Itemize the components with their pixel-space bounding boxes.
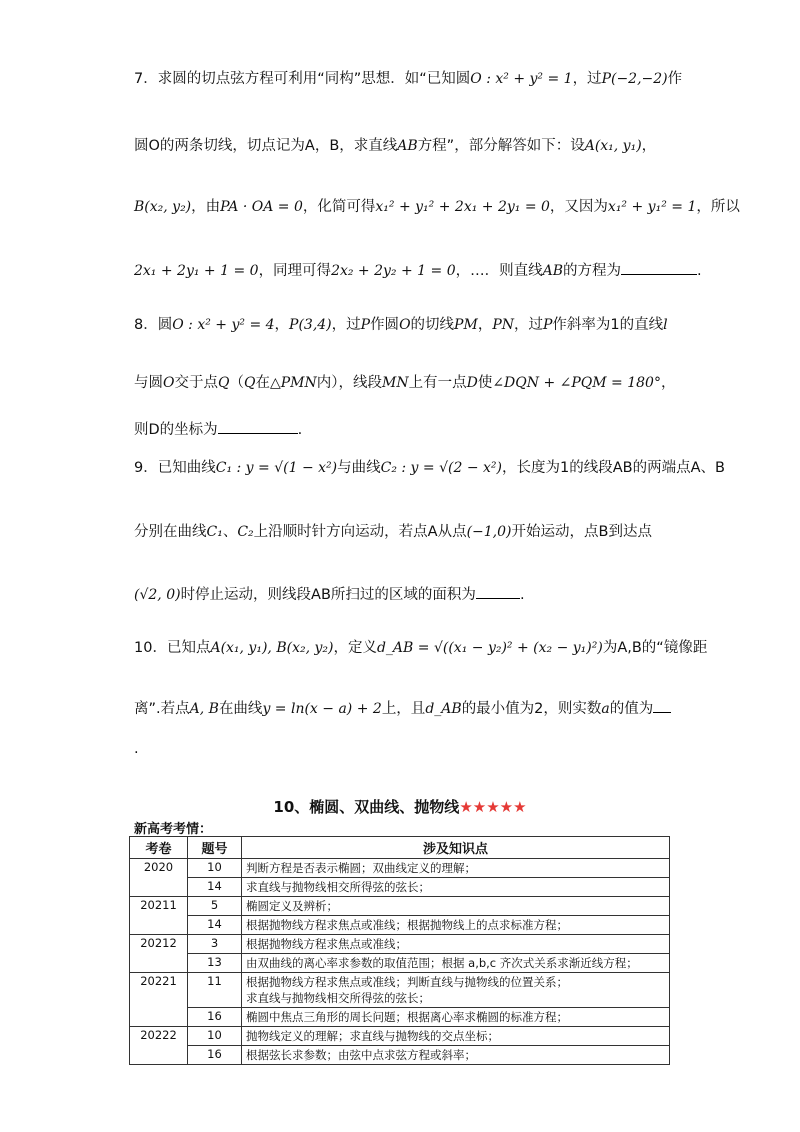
text: 为A,B的“镜像距 bbox=[602, 640, 708, 656]
math: O bbox=[163, 375, 175, 391]
table-cell-point: 椭圆定义及辨析； bbox=[242, 897, 670, 916]
problem-9-line-2 bbox=[134, 525, 652, 540]
table-cell-point: 椭圆中焦点三角形的周长问题；根据离心率求椭圆的标准方程； bbox=[242, 1008, 670, 1027]
problem-10-line-2 bbox=[134, 700, 671, 717]
math: A(x₁, y₁) bbox=[584, 138, 642, 154]
math: D bbox=[466, 375, 478, 391]
text: 上沿顺时针方向运动，若点A从点 bbox=[253, 524, 467, 540]
math: AB bbox=[397, 138, 418, 154]
text: ，过 bbox=[513, 317, 543, 333]
table-row bbox=[130, 1008, 670, 1027]
math: (−1,0) bbox=[466, 524, 512, 540]
table-header-row bbox=[130, 837, 670, 859]
table-cell-point: 根据抛物线方程求焦点或准线；根据抛物线上的点求标准方程； bbox=[242, 916, 670, 935]
table-cell-year: 20212 bbox=[130, 935, 188, 973]
table-cell-num: 10 bbox=[188, 1027, 242, 1046]
text: 离”.若点 bbox=[134, 701, 190, 717]
problem-8-line-2 bbox=[134, 376, 675, 391]
math: A(x₁, y₁), B(x₂, y₂) bbox=[210, 640, 334, 656]
math: AB bbox=[542, 263, 564, 279]
math: C₁ bbox=[206, 524, 223, 540]
math: C₂ bbox=[237, 524, 254, 540]
math: (√2, 0) bbox=[134, 587, 181, 603]
table-row bbox=[130, 859, 670, 878]
text: ， bbox=[660, 375, 676, 391]
table-row bbox=[130, 973, 670, 1008]
math: 2x₂ + 2y₂ + 1 = 0 bbox=[331, 263, 456, 279]
problem-7-line-2 bbox=[134, 139, 656, 154]
text: ， bbox=[477, 317, 493, 333]
text: 9．已知曲线 bbox=[134, 460, 216, 476]
text: 使 bbox=[477, 375, 493, 391]
subhead: 新高考考情： bbox=[134, 822, 213, 837]
text: 方程”，部分解答如下：设 bbox=[417, 138, 585, 154]
text: 作 bbox=[667, 71, 683, 87]
text: 作圆 bbox=[370, 317, 400, 333]
table-cell-point: 判断方程是否表示椭圆；双曲线定义的理解； bbox=[242, 859, 670, 878]
math: l bbox=[663, 317, 668, 333]
table-cell-point: 求直线与抛物线相交所得弦的弦长； bbox=[242, 878, 670, 897]
table-cell-num: 5 bbox=[188, 897, 242, 916]
math: C₂ : y = √(2 − x²) bbox=[380, 460, 502, 476]
table-cell-point: 由双曲线的离心率求参数的取值范围；根据 a,b,c 齐次式关系求渐近线方程； bbox=[242, 954, 670, 973]
table-row bbox=[130, 897, 670, 916]
text: 圆O的两条切线，切点记为A，B，求直线 bbox=[134, 138, 398, 154]
text: 的切线 bbox=[410, 317, 455, 333]
table-row bbox=[130, 916, 670, 935]
table-cell-num: 11 bbox=[188, 973, 242, 1008]
text: 在 bbox=[255, 375, 270, 391]
text: ，同理可得 bbox=[258, 263, 332, 279]
text: . bbox=[519, 587, 525, 603]
text: 开始运动，点B到达点 bbox=[511, 524, 652, 540]
exam-info-table bbox=[129, 836, 670, 1065]
problem-8-line-1 bbox=[134, 318, 668, 333]
text: 则D的坐标为 bbox=[134, 422, 218, 438]
problem-10-line-1 bbox=[134, 641, 707, 656]
answer-blank bbox=[218, 421, 298, 434]
text: 的方程为 bbox=[563, 263, 622, 279]
table-cell-year: 2020 bbox=[130, 859, 188, 897]
section-title-text: 10、椭圆、双曲线、抛物线 bbox=[273, 798, 460, 816]
difficulty-stars-icon: ★★★★★ bbox=[459, 798, 527, 816]
math: MN bbox=[381, 375, 409, 391]
math: x₁² + y₁² + 2x₁ + 2y₁ = 0 bbox=[375, 199, 550, 215]
text: ，化简可得 bbox=[302, 199, 376, 215]
text: . bbox=[697, 263, 702, 279]
math: 2x₁ + 2y₁ + 1 = 0 bbox=[134, 263, 259, 279]
math: O : x² + y² = 4 bbox=[172, 317, 275, 333]
math: O : x² + y² = 1 bbox=[470, 71, 573, 87]
text: 分别在曲线 bbox=[134, 524, 207, 540]
text: 与曲线 bbox=[337, 460, 381, 476]
text: 上，且 bbox=[381, 701, 426, 717]
math: PA · OA = 0 bbox=[220, 199, 303, 215]
problem-10-line-3 bbox=[134, 742, 139, 757]
table-cell-point: 抛物线定义的理解；求直线与抛物线的交点坐标； bbox=[242, 1027, 670, 1046]
table-cell-point bbox=[242, 973, 670, 1008]
problem-7-line-3 bbox=[134, 200, 740, 215]
text: 的最小值为2，则实数 bbox=[461, 701, 602, 717]
text: 在曲线 bbox=[218, 701, 263, 717]
math: C₁ : y = √(1 − x²) bbox=[215, 460, 338, 476]
math: Q bbox=[217, 375, 230, 391]
text: . bbox=[134, 741, 139, 757]
text: 7．求圆的切点弦方程可利用“同构”思想．如“已知圆 bbox=[134, 71, 471, 87]
math: ∠DQN + ∠PQM = 180° bbox=[492, 375, 661, 391]
table-cell-num: 16 bbox=[188, 1046, 242, 1065]
table-cell-num: 14 bbox=[188, 916, 242, 935]
answer-blank bbox=[621, 262, 697, 275]
table-header: 考卷 bbox=[130, 837, 188, 859]
text: （ bbox=[229, 375, 244, 391]
table-cell-num: 14 bbox=[188, 878, 242, 897]
table-cell-point: 根据抛物线方程求焦点或准线； bbox=[242, 935, 670, 954]
math: d_AB bbox=[425, 701, 462, 717]
table-row bbox=[130, 1027, 670, 1046]
text: ，过 bbox=[572, 71, 602, 87]
text: ，…．则直线 bbox=[455, 263, 543, 279]
table-row bbox=[130, 954, 670, 973]
table-cell-num: 3 bbox=[188, 935, 242, 954]
table-row bbox=[130, 878, 670, 897]
math: P(3,4) bbox=[289, 317, 332, 333]
math: a bbox=[601, 701, 610, 717]
text: ，由 bbox=[191, 199, 221, 215]
text: 上有一点 bbox=[408, 375, 467, 391]
table-row bbox=[130, 1046, 670, 1065]
math: A, B bbox=[189, 701, 219, 717]
table-cell-point-line: 根据抛物线方程求焦点或准线；判断直线与抛物线的位置关系； bbox=[246, 975, 568, 989]
math: PM bbox=[454, 317, 478, 333]
text: ，所以 bbox=[696, 199, 740, 215]
problem-9-line-3 bbox=[134, 586, 525, 603]
answer-blank bbox=[653, 700, 671, 713]
math: P bbox=[360, 317, 371, 333]
problem-8-line-3 bbox=[134, 421, 302, 438]
table-header: 题号 bbox=[188, 837, 242, 859]
text: ，过 bbox=[331, 317, 361, 333]
table-cell-point-line: 求直线与抛物线相交所得弦的弦长； bbox=[246, 991, 430, 1005]
math: B(x₂, y₂) bbox=[134, 199, 192, 215]
problem-9-line-1 bbox=[134, 461, 725, 476]
text: 8．圆 bbox=[134, 317, 173, 333]
text: 与圆 bbox=[134, 375, 163, 391]
math: P bbox=[542, 317, 553, 333]
math: y = ln(x − a) + 2 bbox=[262, 701, 382, 717]
text: 作斜率为1的直线 bbox=[552, 317, 664, 333]
text: 内），线段 bbox=[316, 375, 382, 391]
problem-7-line-1 bbox=[134, 72, 682, 87]
math: P(−2,−2) bbox=[601, 71, 668, 87]
table-row bbox=[130, 935, 670, 954]
table-cell-point: 根据弦长求参数；由弦中点求弦方程或斜率； bbox=[242, 1046, 670, 1065]
text: . bbox=[297, 422, 303, 438]
text: 、 bbox=[222, 524, 238, 540]
math: d_AB = √((x₁ − y₂)² + (x₂ − y₁)²) bbox=[376, 640, 603, 656]
text: ，长度为1的线段AB的两端点A、B bbox=[501, 460, 725, 476]
table-cell-year: 20211 bbox=[130, 897, 188, 935]
table-cell-num: 10 bbox=[188, 859, 242, 878]
problem-7-line-4 bbox=[134, 262, 702, 279]
table-cell-num: 13 bbox=[188, 954, 242, 973]
table-cell-num: 16 bbox=[188, 1008, 242, 1027]
table-cell-year: 20222 bbox=[130, 1027, 188, 1065]
math: Q bbox=[243, 375, 256, 391]
text: 时停止运动，则线段AB所扫过的区域的面积为 bbox=[180, 587, 476, 603]
text: 的值为 bbox=[609, 701, 654, 717]
section-title bbox=[0, 796, 800, 817]
text: 交于点 bbox=[174, 375, 218, 391]
text: ，又因为 bbox=[549, 199, 608, 215]
math: O bbox=[399, 317, 411, 333]
text: ，定义 bbox=[333, 640, 377, 656]
text: ， bbox=[274, 317, 290, 333]
table-cell-year: 20221 bbox=[130, 973, 188, 1027]
text: ， bbox=[641, 138, 657, 154]
table-header: 涉及知识点 bbox=[242, 837, 670, 859]
math: △PMN bbox=[269, 375, 317, 391]
answer-blank bbox=[476, 586, 520, 599]
math: x₁² + y₁² = 1 bbox=[607, 199, 697, 215]
math: PN bbox=[492, 317, 514, 333]
text: 10．已知点 bbox=[134, 640, 211, 656]
